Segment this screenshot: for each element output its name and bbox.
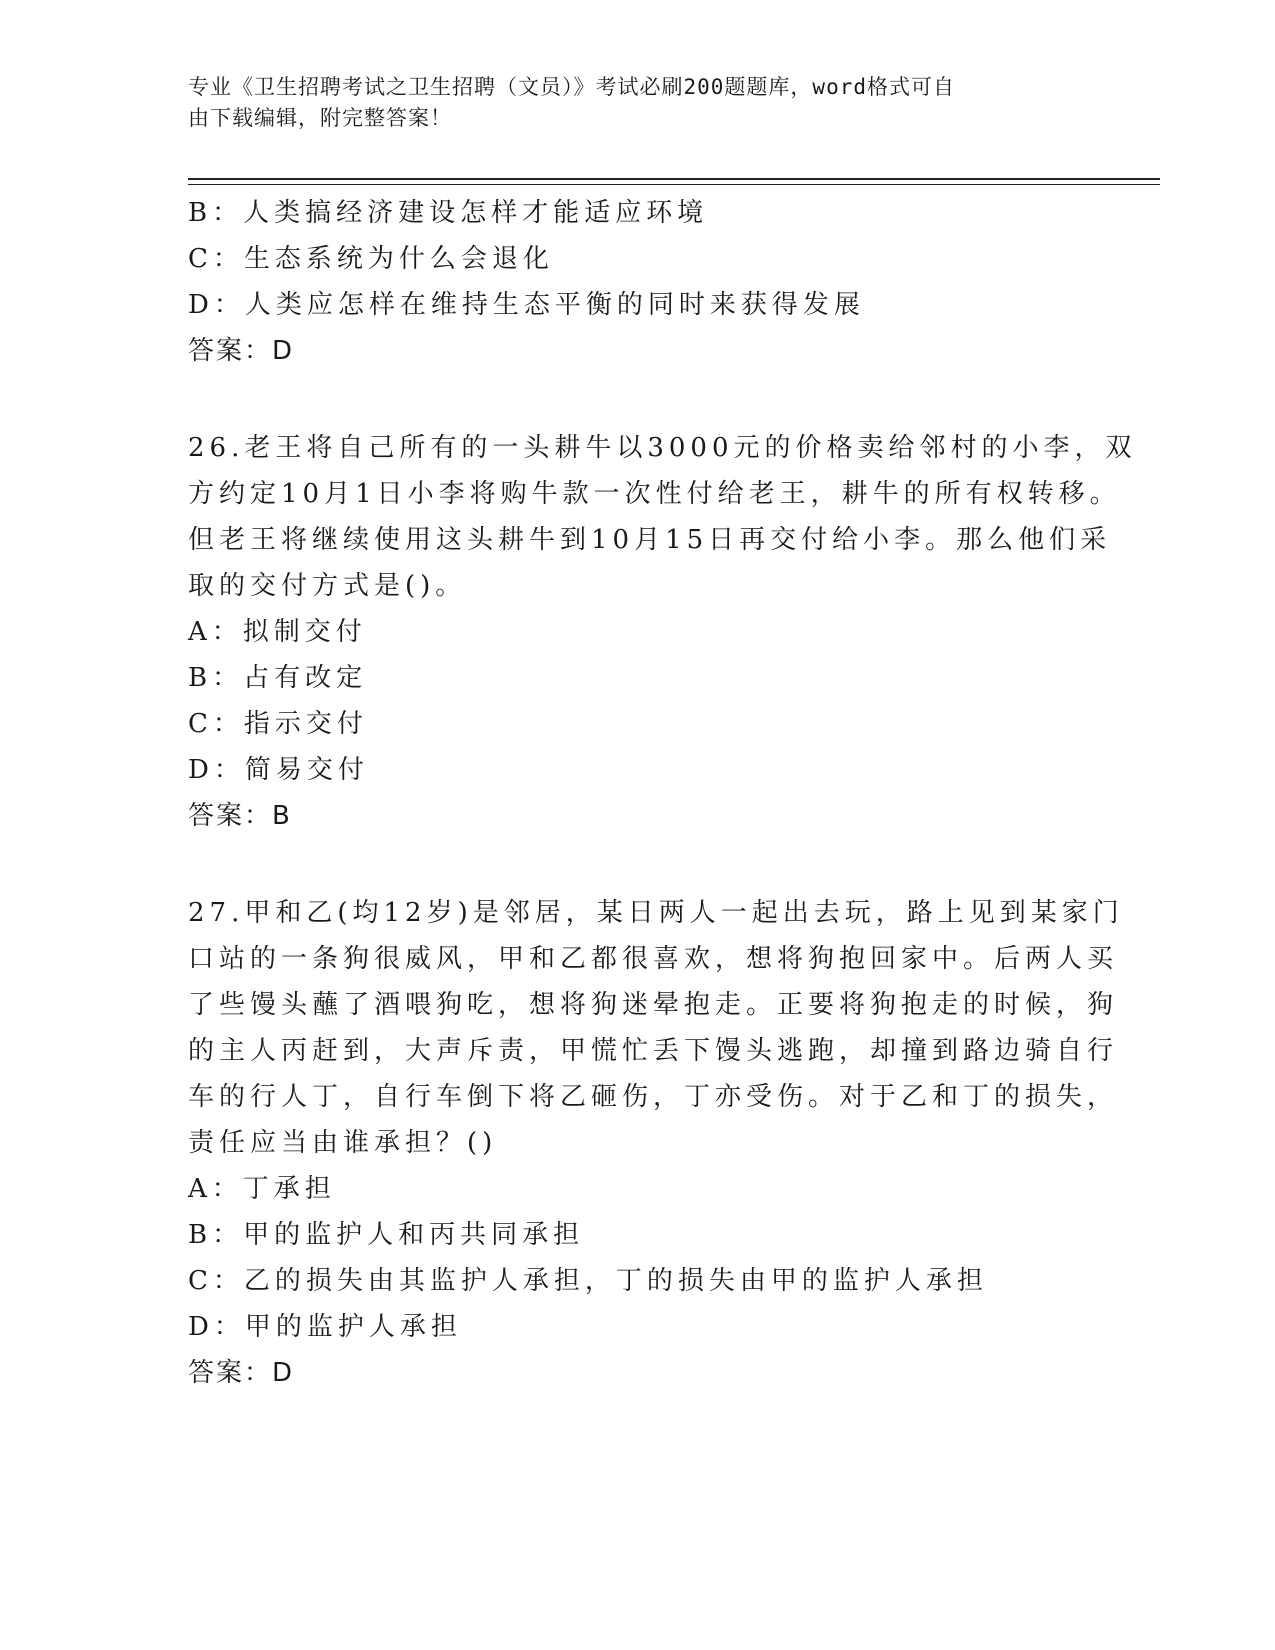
question-26	[188, 425, 1137, 839]
stem-line: 26.老王将自己所有的一头耕牛以3000元的价格卖给邻村的小李，双	[188, 433, 1137, 463]
option-b: B：占有改定	[188, 663, 368, 693]
option-a: A：拟制交付	[188, 617, 367, 647]
option-c: C：生态系统为什么会退化	[188, 244, 554, 274]
document-body	[188, 190, 1137, 1396]
document-header	[188, 72, 1068, 134]
question-25-tail	[188, 190, 1068, 374]
stem-line: 了些馒头蘸了酒喂狗吃，想将狗迷晕抱走。正要将狗抱走的时候，狗	[188, 990, 1119, 1020]
option-c: C：乙的损失由其监护人承担，丁的损失由甲的监护人承担	[188, 1266, 988, 1296]
header-line-2: 由下载编辑，附完整答案！	[188, 106, 452, 130]
answer-line: 答案：B	[188, 801, 292, 831]
option-c: C：指示交付	[188, 709, 368, 739]
option-b: B：人类搞经济建设怎样才能适应环境	[188, 198, 709, 228]
stem-line: 但老王将继续使用这头耕牛到10月15日再交付给小李。那么他们采	[188, 525, 1112, 555]
option-d: D：甲的监护人承担	[188, 1312, 462, 1342]
header-divider	[188, 178, 1160, 185]
option-d: D：简易交付	[188, 755, 369, 785]
question-stem	[188, 425, 1137, 609]
question-stem	[188, 890, 1124, 1166]
stem-line: 取的交付方式是()。	[188, 571, 467, 601]
option-b: B：甲的监护人和丙共同承担	[188, 1220, 585, 1250]
header-line-1: 专业《卫生招聘考试之卫生招聘（文员）》考试必刷200题题库，word格式可自	[188, 75, 955, 99]
stem-line: 责任应当由谁承担？()	[188, 1128, 498, 1158]
stem-line: 车的行人丁，自行车倒下将乙砸伤，丁亦受伤。对于乙和丁的损失，	[188, 1082, 1119, 1112]
option-a: A：丁承担	[188, 1174, 336, 1204]
stem-line: 27.甲和乙(均12岁)是邻居，某日两人一起出去玩，路上见到某家门	[188, 898, 1124, 928]
answer-line: 答案：D	[188, 336, 295, 366]
stem-line: 的主人丙赶到，大声斥责，甲慌忙丢下馒头逃跑，却撞到路边骑自行	[188, 1036, 1119, 1066]
option-d: D：人类应怎样在维持生态平衡的同时来获得发展	[188, 290, 865, 320]
answer-line: 答案：D	[188, 1358, 295, 1388]
stem-line: 口站的一条狗很威风，甲和乙都很喜欢，想将狗抱回家中。后两人买	[188, 944, 1119, 974]
question-27	[188, 890, 1124, 1396]
stem-line: 方约定10月1日小李将购牛款一次性付给老王，耕牛的所有权转移。	[188, 479, 1121, 509]
